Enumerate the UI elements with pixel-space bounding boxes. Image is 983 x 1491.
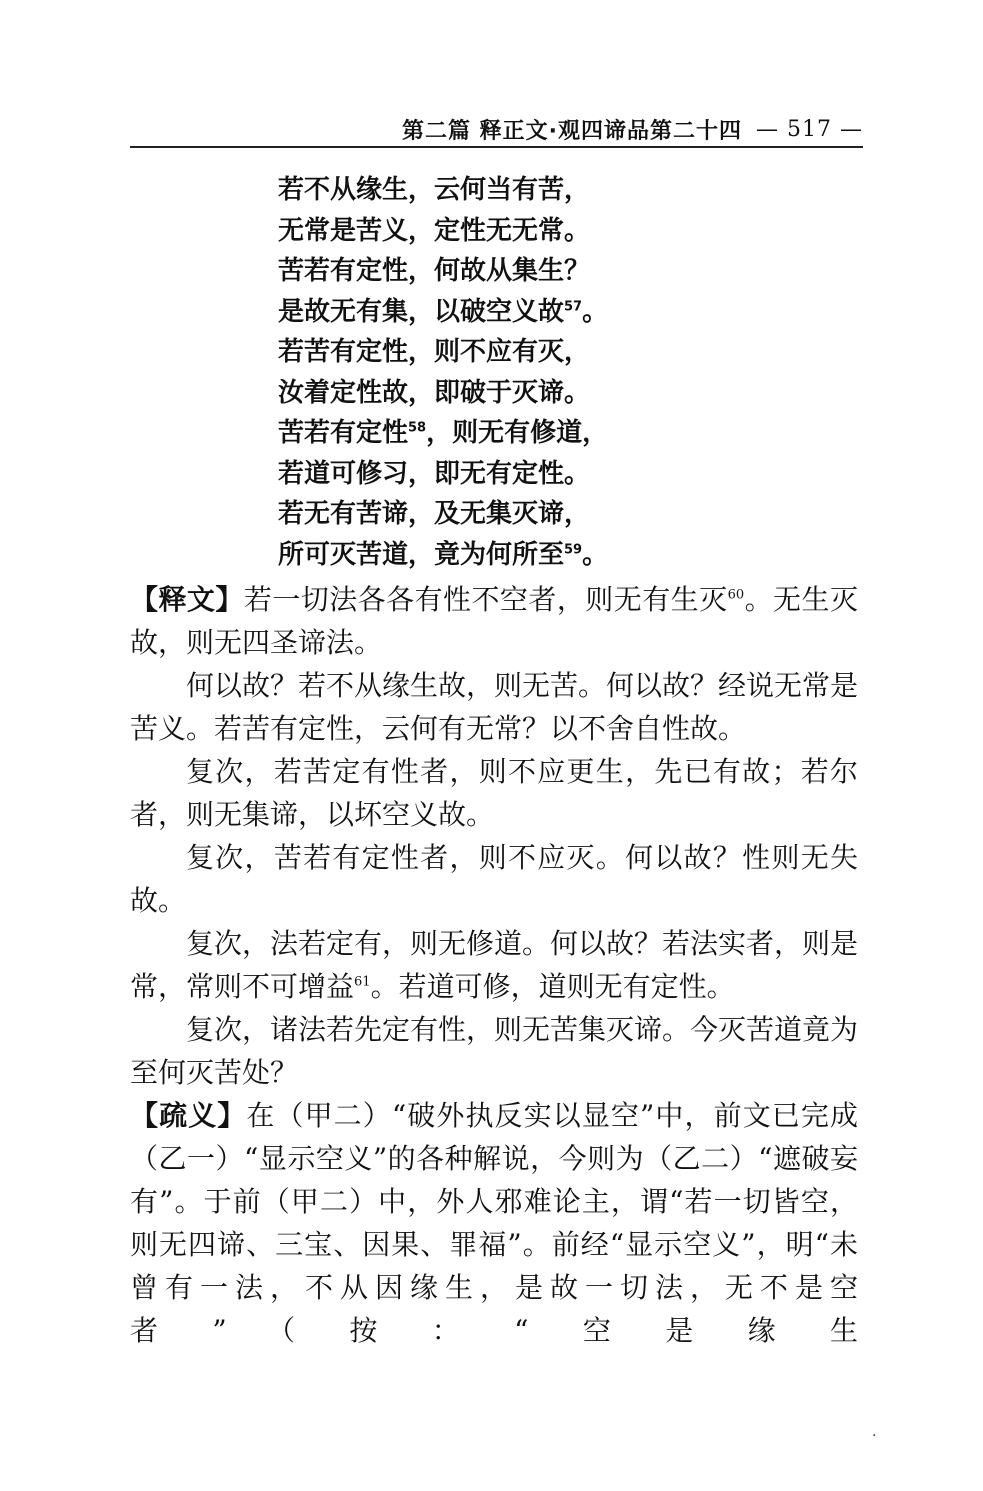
commentary-paragraph: 【疏义】在（甲二）“破外执反实以显空”中，前文已完成（乙一）“显示空义”的各种解说，今则为（乙二）“遮破妄有”。于前（甲二）中，外人邪难论主，谓“若一切皆空，则无四谛、三宝、因果、罪福”。前经“显示空义”，明“未曾有一法，不从因缘生，是故一切法，无不是空者”（按：“空是缘生: [130, 1099, 858, 1347]
running-header: [130, 112, 863, 148]
stray-mark: ·: [872, 1428, 877, 1444]
verse-line: 若苦有定性，则不应有灭，: [278, 337, 591, 367]
verse-line: 若无有苦谛，及无集灭谛，: [278, 499, 591, 529]
explanation-paragraph: 复次，苦若有定性者，则不应灭。何以故？性则无失故。: [130, 841, 858, 917]
verse-line: 若道可修习，即无有定性。: [278, 458, 591, 489]
explanation-paragraph: 复次，诸法若先定有性，则无苦集灭谛。今灭苦道竟为至何灭苦处？: [130, 1013, 859, 1089]
verse-line: 若不从缘生，云何当有苦，: [278, 175, 591, 205]
verse-line: 苦若有定性，何故从集生？: [278, 256, 591, 286]
footnote-marker: 57: [564, 298, 583, 314]
verse-line: 无常是苦义，定性无无常。: [278, 215, 591, 246]
explanation-paragraph: 何以故？若不从缘生故，则无苦。何以故？经说无常是苦义。若苦有定性，云何有无常？以不舍自性故。: [130, 669, 859, 745]
explanation-paragraph: 【释文】若一切法各各有性不空者，则无有生灭$^{60}$。无生灭故，则无四圣谛法。: [130, 583, 858, 659]
footnote-marker: 59: [564, 541, 583, 557]
page-number: — 517 —: [756, 116, 863, 142]
verse-block: [278, 170, 608, 575]
verse-line: 汝着定性故，即破于灭谛。: [278, 377, 591, 408]
section-tag: 【疏义】: [130, 1099, 247, 1132]
footnote-marker: 61: [354, 974, 371, 990]
explanation-paragraph: 复次，若苦定有性者，则不应更生，先已有故；若尔者，则无集谛，以坏空义故。: [130, 755, 858, 831]
explanation-paragraph: 复次，法若定有，则无修道。何以故？若法实者，则是常，常则不可增益$^{61}$。若道可修，道则无有定性。: [130, 927, 859, 1003]
verse-line: 苦若有定性$^{58}$，则无有修道，: [278, 418, 609, 448]
main-text: [130, 578, 858, 1352]
footnote-marker: 60: [727, 587, 745, 603]
footnote-marker: 58: [408, 420, 427, 436]
running-title: 第二篇 释正文·观四谛品第二十四: [401, 118, 743, 144]
verse-line: 所可灭苦道，竟为何所至$^{59}$。: [278, 539, 609, 570]
verse-line: 是故无有集，以破空义故$^{57}$。: [278, 296, 609, 327]
section-tag: 【释文】: [130, 583, 244, 616]
